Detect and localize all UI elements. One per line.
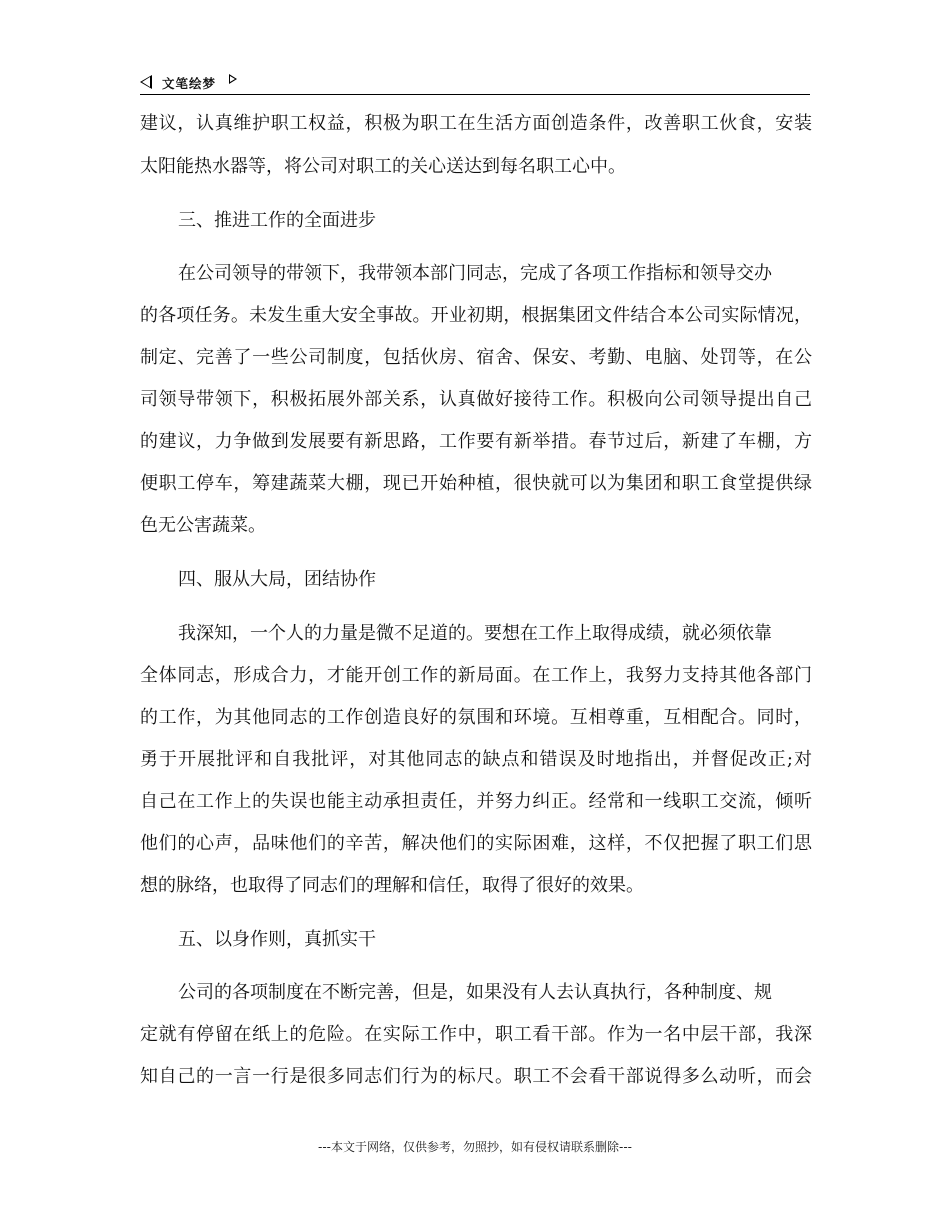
section-heading: 四、服从大局，团结协作: [178, 569, 376, 590]
body-line: 在公司领导的带领下，我带领本部门同志，完成了各项工作指标和领导交办: [178, 263, 772, 284]
body-line: 全体同志，形成合力，才能开创工作的新局面。在工作上，我努力支持其他各部门: [140, 665, 812, 686]
body-line: 自己在工作上的失误也能主动承担责任，并努力纠正。经常和一线职工交流，倾听: [140, 791, 812, 812]
body-line: 公司的各项制度在不断完善，但是，如果没有人去认真执行，各种制度、规: [178, 982, 772, 1003]
body-line: 想的脉络，也取得了同志们的理解和信任，取得了很好的效果。: [140, 875, 644, 896]
body-line: 建议，认真维护职工权益，积极为职工在生活方面创造条件，改善职工伙食，安装: [140, 113, 812, 134]
footer-disclaimer: ---本文于网络，仅供参考，勿照抄，如有侵权请联系删除---: [318, 1140, 632, 1154]
body-line: 知自己的一言一行是很多同志们行为的标尺。职工不会看干部说得多么动听，而会: [140, 1066, 812, 1087]
body-line: 勇于开展批评和自我批评，对其他同志的缺点和错误及时地指出，并督促改正;对: [140, 749, 812, 770]
body-line: 的建议，力争做到发展要有新思路，工作要有新举措。春节过后，新建了车棚，方: [140, 431, 812, 452]
body-line: 便职工停车，筹建蔬菜大棚，现已开始种植，很快就可以为集团和职工食堂提供绿: [140, 473, 812, 494]
body-line: 色无公害蔬菜。: [140, 515, 266, 536]
body-line: 制定、完善了一些公司制度，包括伙房、宿舍、保安、考勤、电脑、处罚等，在公: [140, 347, 812, 368]
body-line: 他们的心声，品味他们的辛苦，解决他们的实际困难，这样，不仅把握了职工们思: [140, 833, 812, 854]
body-line: 的各项任务。未发生重大安全事故。开业初期，根据集团文件结合本公司实际情况，: [140, 305, 812, 326]
page-header: [140, 72, 810, 95]
body-line: 司领导带领下，积极拓展外部关系，认真做好接待工作。积极向公司领导提出自己: [140, 389, 812, 410]
body-line: 的工作，为其他同志的工作创造良好的氛围和环境。互相尊重，互相配合。同时，: [140, 707, 812, 728]
body-line: 太阳能热水器等，将公司对职工的关心送达到每名职工心中。: [140, 156, 626, 177]
triangle-right-icon: [229, 74, 237, 84]
body-line: 我深知，一个人的力量是微不足道的。要想在工作上取得成绩，就必须依靠: [178, 623, 772, 644]
section-heading: 三、推进工作的全面进步: [178, 210, 376, 231]
body-line: 定就有停留在纸上的危险。在实际工作中，职工看干部。作为一名中层干部，我深: [140, 1024, 812, 1045]
triangle-left-icon: [140, 75, 152, 89]
section-heading: 五、以身作则，真抓实干: [178, 929, 376, 950]
header-title: 文笔绘梦: [162, 76, 217, 91]
